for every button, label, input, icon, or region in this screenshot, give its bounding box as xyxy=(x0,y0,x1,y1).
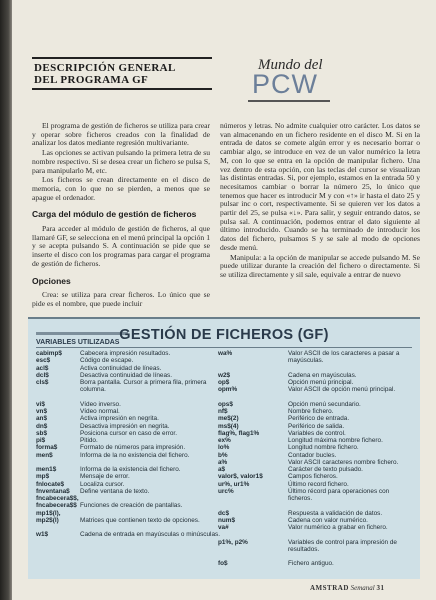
variable-description: Valor ASCII de los caracteres a pasar a mayúsculas. xyxy=(288,350,400,365)
variable-description: Desactiva impresión en negrita. xyxy=(80,422,170,430)
variable-row xyxy=(36,524,222,531)
left-text-column xyxy=(32,122,210,310)
variable-description: Opción menú principal. xyxy=(288,379,354,386)
page-binding-shadow xyxy=(0,0,12,600)
page-footer xyxy=(310,584,385,592)
variable-row xyxy=(36,350,222,357)
variable-name: dcl$ xyxy=(36,371,49,379)
footer-page-number: 31 xyxy=(376,584,385,592)
variable-row xyxy=(218,350,413,365)
variable-name: vn$ xyxy=(36,408,48,415)
variable-row xyxy=(218,473,413,480)
variable-name: w1$ xyxy=(36,531,49,539)
variable-name: opm% xyxy=(218,386,238,394)
variable-description xyxy=(288,394,413,401)
variable-name: valor$, valor1$ xyxy=(218,473,263,481)
variable-name: esc$ xyxy=(36,357,51,365)
variable-row xyxy=(218,459,413,466)
variable-name: an$ xyxy=(36,415,48,423)
variable-description xyxy=(288,365,413,372)
variable-name: op$ xyxy=(218,379,230,386)
variable-row xyxy=(218,524,413,531)
variable-name xyxy=(36,459,80,466)
variable-name: dn$ xyxy=(36,422,48,430)
variable-name: pi$ xyxy=(36,437,46,444)
variable-row xyxy=(218,415,413,422)
variable-row xyxy=(218,481,413,488)
variable-description: Activa impresión en negrita. xyxy=(80,415,159,423)
variable-name xyxy=(36,524,80,531)
variable-description: Cadena de entrada en mayúsculas o minúsculas. xyxy=(80,531,220,539)
variable-name: cls$ xyxy=(36,379,49,386)
variable-description: Valor ASCII de opción menú principal. xyxy=(288,386,396,394)
variable-name: a$ xyxy=(218,466,226,473)
variable-description: Vídeo inverso. xyxy=(80,400,121,408)
variable-name xyxy=(218,502,288,509)
variables-left-list xyxy=(36,350,222,539)
variable-description: Longitud nombre fichero. xyxy=(288,444,359,452)
variable-name: vi$ xyxy=(36,400,45,408)
variable-description: Respuesta a validación de datos. xyxy=(288,509,383,517)
footer-issue: Semanal xyxy=(350,584,375,592)
variable-row xyxy=(36,444,222,451)
variable-name: ops$ xyxy=(218,400,233,408)
variable-description xyxy=(288,502,413,509)
variable-row xyxy=(218,394,413,401)
variable-description: Define ventana de texto. xyxy=(80,487,150,495)
variable-name: ur%, ur1% xyxy=(218,480,250,488)
variable-row xyxy=(218,531,413,538)
variable-row xyxy=(36,488,222,495)
variable-name: sb$ xyxy=(36,429,48,437)
subheading-load: Carga del módulo de gestión de ficheros xyxy=(32,209,197,220)
variable-row xyxy=(36,423,222,430)
variable-description: Variables de control para impresión de resultados. xyxy=(288,538,397,553)
variable-name: dc$ xyxy=(218,509,230,517)
brand-subtitle: Mundo del xyxy=(258,57,323,73)
variable-row xyxy=(36,430,222,437)
column-brand-logo xyxy=(222,52,352,108)
variable-row xyxy=(218,386,413,393)
variable-row xyxy=(218,502,413,509)
variable-row xyxy=(36,379,222,394)
section-title xyxy=(32,57,212,90)
footer-magazine: AMSTRAD xyxy=(310,584,349,592)
variable-description xyxy=(80,459,222,466)
variable-description: Opción menú secundario. xyxy=(288,400,361,408)
variable-description xyxy=(288,531,413,538)
variable-name: mp$ xyxy=(36,473,50,481)
variable-row xyxy=(36,495,222,502)
variable-row xyxy=(36,365,222,372)
variable-name: ex% xyxy=(218,437,231,444)
variable-name: men1$ xyxy=(36,466,57,473)
variable-row xyxy=(36,401,222,408)
variable-description: Carácter de texto pulsado. xyxy=(288,466,363,473)
variable-description: Nombre fichero. xyxy=(288,408,334,415)
intro-paragraph-1: El programa de gestión de ficheros se utiliza para crear y operar sobre ficheros creados con la finalidad de analizar los datos mediante regresión multivariante. xyxy=(32,121,210,148)
variable-row xyxy=(218,365,413,372)
variable-row xyxy=(36,502,222,509)
variable-description: Mensaje de error. xyxy=(80,473,130,481)
variable-description: Último record fichero. xyxy=(288,480,349,488)
section-title-line-1: DESCRIPCIÓN GENERAL xyxy=(34,62,176,74)
variable-description: Borra pantalla. Cursor a primera fila, primera columna. xyxy=(80,379,207,394)
variable-row xyxy=(218,553,413,560)
variable-description: Informa de la no existencia del fichero. xyxy=(80,451,190,459)
variable-description: Matrices que contienen texto de opciones. xyxy=(80,516,200,524)
variable-description: Periférico de entrada. xyxy=(288,415,350,423)
variable-description: Posiciona cursor en caso de error. xyxy=(80,429,177,437)
brand-pcw-mark: PCW xyxy=(252,69,318,99)
variable-name xyxy=(218,531,288,538)
variable-name xyxy=(218,365,288,372)
variable-name: p1%, p2% xyxy=(218,538,248,546)
variable-description: Valor numérico a grabar en fichero. xyxy=(288,524,388,531)
variable-name: nf$ xyxy=(218,408,228,415)
variable-name: fncabecera$$, xyxy=(36,495,79,502)
variable-name: mp1$(l), xyxy=(36,509,61,517)
variable-name: wa% xyxy=(218,350,233,357)
variable-row xyxy=(218,408,413,415)
variable-row xyxy=(218,466,413,473)
variable-row xyxy=(218,488,413,503)
variable-description: Funciones de creación de pantallas. xyxy=(80,502,183,510)
variable-row xyxy=(36,437,222,444)
variable-row xyxy=(218,452,413,459)
variable-row xyxy=(36,452,222,459)
variable-row xyxy=(218,430,413,437)
variable-row xyxy=(218,437,413,444)
load-paragraph: Para acceder al módulo de gestión de ficheros, al que llamaré GF, se selecciona en el menú principal la opción 1 y se acepta pulsando S. A continuación se pide que se inserte el disco con los programas para cargar el programa de gestión de ficheros. xyxy=(32,224,210,268)
variable-description: Valor ASCII caracteres nombre fichero. xyxy=(288,458,399,466)
right-paragraph-2: Manipula: a la opción de manipular se accede pulsando M. Se puede utilizar durante la creación del fichero o directamente. Si se utiliza directamente y sil sale, equivale a entrar de nuevo xyxy=(220,252,420,279)
variable-name: cabimp$ xyxy=(36,350,62,357)
variable-description: Formato de números para impresión. xyxy=(80,444,186,452)
variable-name: a% xyxy=(218,458,228,466)
variable-name xyxy=(218,553,288,560)
variable-name: flag%, flag1% xyxy=(218,429,260,437)
variable-description: Localiza cursor. xyxy=(80,480,125,488)
variable-description: Longitud máxima nombre fichero. xyxy=(288,437,383,444)
variable-row xyxy=(218,444,413,451)
variable-description: Código de escape. xyxy=(80,357,134,365)
variable-row xyxy=(36,466,222,473)
variable-description: Fichero antiguo. xyxy=(288,560,334,568)
brand-rule xyxy=(248,100,330,102)
variable-description: Periférico de salida. xyxy=(288,422,345,430)
variable-description xyxy=(80,510,222,517)
variable-row xyxy=(218,560,413,567)
variables-rule xyxy=(36,347,412,348)
variable-description: Cadena con valor numérico. xyxy=(288,516,368,524)
variable-name: lo% xyxy=(218,444,230,452)
variable-name: me$(2) xyxy=(218,415,239,423)
box-title: GESTIÓN DE FICHEROS (GF) xyxy=(119,327,329,343)
variable-description: Vídeo normal. xyxy=(80,408,120,415)
right-text-column xyxy=(220,122,420,281)
variables-right-list xyxy=(218,350,413,568)
variable-name: fo$ xyxy=(218,560,228,568)
variable-name: ms$(4) xyxy=(218,422,239,430)
variable-row xyxy=(218,510,413,517)
intro-paragraph-2: Las opciones se activan pulsando la primera letra de su nombre respectivo. Si se desea crear un fichero se pulsa S, para manipularlo M, etc. xyxy=(32,148,210,175)
variables-box xyxy=(28,317,420,579)
variable-name xyxy=(36,394,80,401)
variable-row xyxy=(36,517,222,524)
variable-description: Pitido. xyxy=(80,437,98,444)
variable-name: mp2$(l) xyxy=(36,516,59,524)
intro-paragraph-3: Los ficheros se crean directamente en el disco de memoria, con lo que no se pierden, a menos que se apague el ordenador. xyxy=(32,175,210,202)
variable-row xyxy=(36,473,222,480)
variable-row xyxy=(218,539,413,554)
variable-description xyxy=(80,495,222,502)
variable-row xyxy=(36,357,222,364)
variables-label: VARIABLES UTILIZADAS xyxy=(36,339,120,346)
variable-name xyxy=(218,394,288,401)
variable-name: fnventana$ xyxy=(36,487,70,495)
variable-name: acl$ xyxy=(36,364,49,372)
variable-name: b% xyxy=(218,451,228,459)
variable-description: Informa de la existencia del fichero. xyxy=(80,466,181,473)
variable-name: men$ xyxy=(36,451,53,459)
variable-name: num$ xyxy=(218,516,236,524)
variable-description: Contador bucles. xyxy=(288,451,337,459)
variable-name: urc% xyxy=(218,487,234,495)
subheading-options: Opciones xyxy=(32,275,71,286)
variable-name: fnlocate$ xyxy=(36,480,65,488)
variable-description: Desactiva continuidad de líneas. xyxy=(80,371,173,379)
variable-name: va# xyxy=(218,524,229,531)
variable-name: w2$ xyxy=(218,371,231,379)
variable-row xyxy=(218,379,413,386)
variable-description xyxy=(288,553,413,560)
variable-row xyxy=(36,394,222,401)
variable-row xyxy=(218,423,413,430)
options-paragraph: Crea: se utiliza para crear ficheros. Lo único que se pide es el nombre, que puede incluir xyxy=(32,290,210,308)
variable-description xyxy=(80,394,222,401)
variable-row xyxy=(36,459,222,466)
magazine-page xyxy=(12,0,436,600)
variable-description: Activa continuidad de líneas. xyxy=(80,364,162,372)
variable-row xyxy=(36,372,222,379)
variable-row xyxy=(36,510,222,517)
variable-description: Último récord para operaciones con ficheros. xyxy=(288,487,390,502)
variable-row xyxy=(36,481,222,488)
variable-description xyxy=(80,524,222,531)
variable-name: forma$ xyxy=(36,444,58,452)
section-title-line-2: DEL PROGRAMA GF xyxy=(34,74,149,86)
variable-row xyxy=(218,372,413,379)
variable-description: Campos ficheros. xyxy=(288,473,338,481)
variable-row xyxy=(218,401,413,408)
variable-description: Cabecera impresión resultados. xyxy=(80,350,171,357)
variable-name: fncabecera$$ xyxy=(36,502,77,510)
variable-row xyxy=(36,415,222,422)
variable-description: Variables de control. xyxy=(288,429,346,437)
right-paragraph-1: números y letras. No admite cualquier otro carácter. Los datos se van almacenando en un fichero residente en el disco M. Si en la entrada de datos se comete algún error y es necesario borrar o cambiar algo, se introduce en vez de un valor numérico la letra M, con lo que se entra en la opción de manipular fichero. Una vez dentro de esta opción, con las teclas del cursor se visualizan las distintas entradas. Si, por ejemplo, estamos en la entrada 50 y necesitamos cambiar o borrar la número 25, lo único que tenemos que hacer es introducir M y con «↑» ir hasta el dato 25 y pulsar inc o cort, respectivamente. Si se quieren ver los datos a partir del 25, se pulsa «↓». Para salir, y seguir entrando datos, se pulsa sal. A continuación, podemos entrar el dato siguiente al último introducido. Cuando se ha terminado de introducir los datos del fichero, pulsamos S y se sale al modo de opciones desde menú. xyxy=(220,121,420,252)
variable-description: Cadena en mayúsculas. xyxy=(288,371,357,379)
variable-row xyxy=(218,517,413,524)
variable-row xyxy=(36,531,222,538)
variable-row xyxy=(36,408,222,415)
